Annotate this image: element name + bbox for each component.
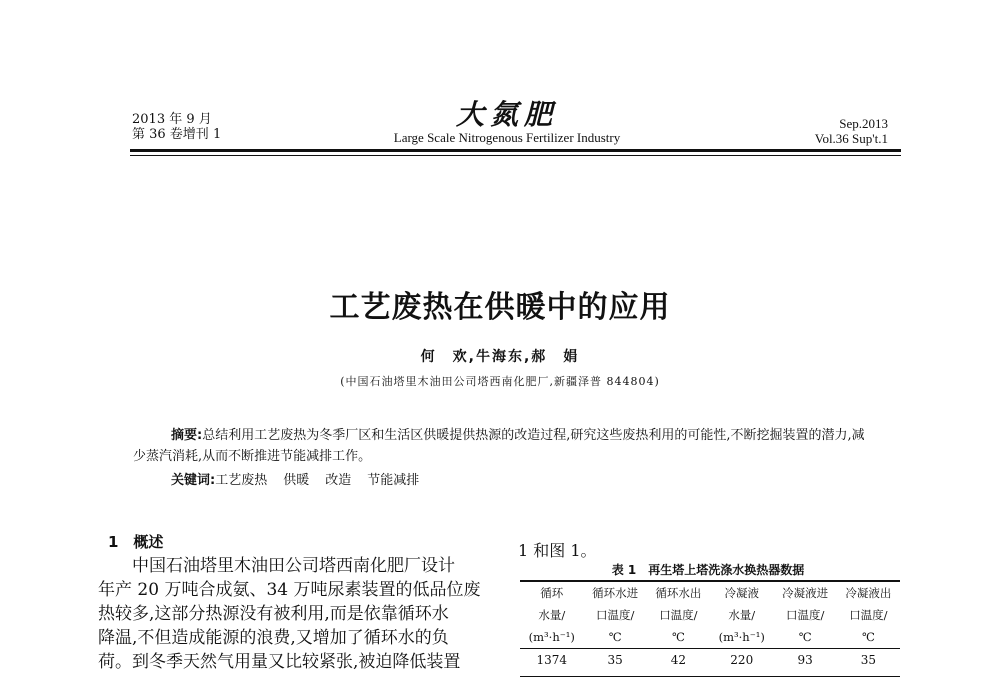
data-table — [520, 580, 900, 671]
header-cell: 口温度/ — [659, 608, 698, 622]
body-line: 荷。到冬季天然气用量又比较紧张,被迫降低装置 — [98, 652, 461, 672]
header-cell: ℃ — [647, 626, 710, 649]
header-cell: ℃ — [584, 626, 647, 649]
body-line: 中国石油塔里木油田公司塔西南化肥厂设计 — [132, 556, 455, 576]
table-cell: 42 — [670, 653, 687, 667]
issue-volume-cn: 第 36 卷增刊 1 — [132, 127, 222, 142]
header-cell: 循环水出 — [647, 581, 710, 604]
header-cell: 冷凝液 — [710, 581, 774, 604]
abstract-text: 总结利用工艺废热为冬季厂区和生活区供暖提供热源的改造过程,研究这些废热利用的可能性,不断挖掘装置的潜力,减少蒸汽消耗,从而不断推进节能减排工作。 — [133, 428, 865, 464]
header-cell: 水量/ — [728, 608, 756, 622]
keyword: 改造 — [325, 473, 352, 488]
article-title: 工艺废热在供暖中的应用 — [329, 290, 671, 325]
table-bottom-rule — [520, 676, 900, 677]
journal-name-en: Large Scale Nitrogenous Fertilizer Industry — [393, 130, 621, 145]
table-cell: 220 — [730, 653, 754, 667]
author-affiliation: (中国石油塔里木油田公司塔西南化肥厂,新疆泽普 844804) — [340, 375, 660, 388]
journal-masthead — [376, 100, 638, 145]
header-cell: ℃ — [837, 626, 900, 649]
header-cell: ℃ — [774, 626, 837, 649]
table-header-row — [520, 581, 900, 604]
header-cell: 循环 — [520, 581, 584, 604]
journal-logo: 大氮肥 — [455, 98, 558, 131]
table-header-row — [520, 626, 900, 649]
table-header-row — [520, 604, 900, 626]
issue-date-cn: 2013 年 9 月 — [132, 112, 212, 127]
keyword: 节能减排 — [367, 473, 420, 488]
article-authors: 何 欢,牛海东,郝 娟 — [420, 349, 580, 365]
issue-date-en: Sep.2013 — [839, 116, 888, 131]
table-row — [520, 649, 900, 672]
header-rule-thin — [130, 155, 901, 156]
table-caption: 表 1 再生塔上塔洗涤水换热器数据 — [611, 563, 805, 577]
section-heading: 1 概述 — [108, 533, 164, 551]
issue-volume-en: Vol.36 Sup't.1 — [814, 131, 888, 146]
header-cell: 冷凝液出 — [837, 581, 900, 604]
header-cell: 口温度/ — [785, 608, 825, 622]
header-cell: 口温度/ — [595, 608, 635, 622]
section-body — [98, 554, 488, 674]
table-cell: 1374 — [536, 653, 568, 667]
body-line: 年产 20 万吨合成氨、34 万吨尿素装置的低品位废 — [98, 580, 481, 600]
header-cell: (m³·h⁻¹) — [710, 626, 774, 649]
keyword: 供暖 — [283, 473, 310, 488]
header-left — [132, 112, 221, 142]
body-line: 热较多,这部分热源没有被利用,而是依靠循环水 — [98, 604, 449, 624]
keyword: 工艺废热 — [215, 473, 268, 488]
header-rule-thick — [130, 149, 901, 152]
header-cell: 水量/ — [538, 608, 566, 622]
body-line: 降温,不但造成能源的浪费,又增加了循环水的负 — [98, 628, 449, 648]
keywords-label: 关键词: — [171, 473, 216, 488]
header-cell: 冷凝液进 — [774, 581, 837, 604]
table-cell: 35 — [607, 653, 623, 667]
abstract — [133, 425, 869, 467]
abstract-label: 摘要: — [171, 428, 203, 443]
header-right — [760, 116, 888, 146]
table-cell: 35 — [860, 653, 877, 667]
table-cell: 93 — [797, 653, 813, 667]
header-cell: 循环水进 — [584, 581, 647, 604]
right-column-text: 1 和图 1。 — [518, 541, 597, 560]
header-cell: 口温度/ — [849, 608, 888, 622]
header-cell: (m³·h⁻¹) — [520, 626, 584, 649]
keywords — [171, 469, 435, 488]
